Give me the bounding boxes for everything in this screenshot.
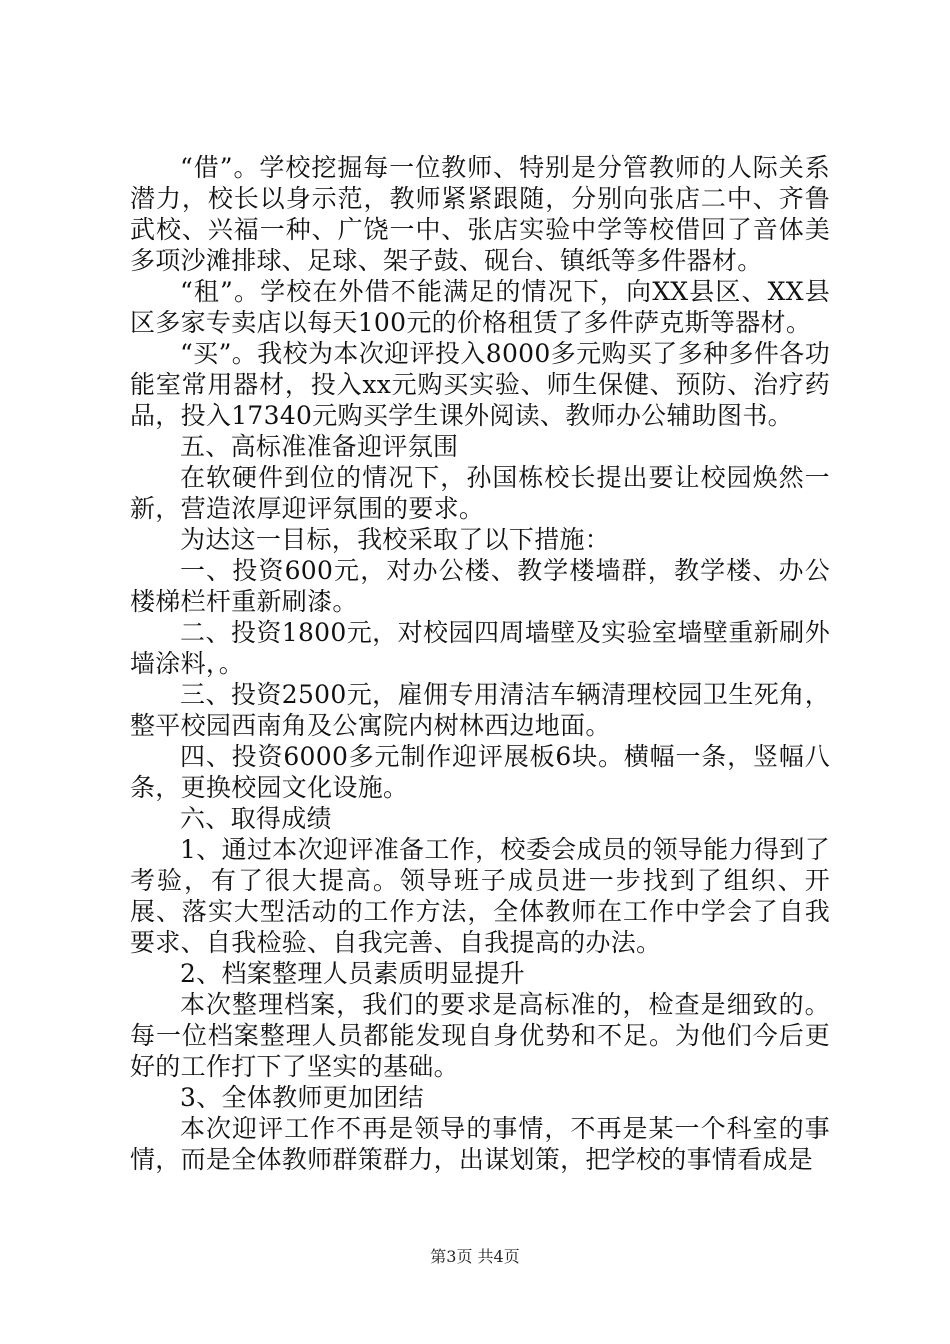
- list-item: 1、通过本次迎评准备工作，校委会成员的领导能力得到了考验，有了很大提高。领导班子成员进一步找到了组织、开展、落实大型活动的工作方法，全体教师在工作中学会了自我要求、自我检验、自我完善、自我提高的办法。: [130, 835, 830, 957]
- paragraph-rent: “租”。学校在外借不能满足的情况下，向XX县区、XX县区多家专卖店以每天100元的价格租赁了多件萨克斯等器材。: [130, 277, 830, 337]
- page-footer: 第3页 共4页: [430, 1247, 520, 1266]
- list-item: 四、投资6000多元制作迎评展板6块。横幅一条，竖幅八条，更换校园文化设施。: [130, 742, 830, 802]
- paragraph: 本次迎评工作不再是领导的事情，不再是某一个科室的事情，而是全体教师群策群力，出谋划策，把学校的事情看成是: [130, 1114, 830, 1174]
- paragraph-buy: “买”。我校为本次迎评投入8000多元购买了多种多件各功能室常用器材，投入xx元购买实验、师生保健、预防、治疗药品，投入17340元购买学生课外阅读、教师办公辅助图书。: [130, 339, 830, 430]
- section-heading-6: 六、取得成绩: [180, 804, 332, 833]
- paragraph: 为达这一目标，我校采取了以下措施：: [180, 525, 611, 554]
- list-item: 三、投资2500元，雇佣专用清洁车辆清理校园卫生死角，整平校园西南角及公寓院内树林西边地面。: [130, 680, 830, 740]
- paragraph-borrow: “借”。学校挖掘每一位教师、特别是分管教师的人际关系潜力，校长以身示范，教师紧紧跟随，分别向张店二中、齐鲁武校、兴福一种、广饶一中、张店实验中学等校借回了音体美多项沙滩排球、足球、架子鼓、砚台、镇纸等多件器材。: [130, 153, 830, 275]
- paragraph: 本次整理档案，我们的要求是高标准的，检查是细致的。每一位档案整理人员都能发现自身优势和不足。为他们今后更好的工作打下了坚实的基础。: [130, 990, 830, 1081]
- list-item: 二、投资1800元，对校园四周墙壁及实验室墙壁重新刷外墙涂料，。: [130, 618, 830, 678]
- paragraph: 在软硬件到位的情况下，孙国栋校长提出要让校园焕然一新，营造浓厚迎评氛围的要求。: [130, 463, 830, 523]
- subheading: 3、全体教师更加团结: [180, 1083, 424, 1112]
- section-heading-5: 五、高标准准备迎评氛围: [180, 432, 459, 461]
- subheading: 2、档案整理人员素质明显提升: [180, 959, 526, 988]
- document-body: [130, 152, 830, 1175]
- list-item: 一、投资600元，对办公楼、教学楼墙群，教学楼、办公楼梯栏杆重新刷漆。: [130, 556, 830, 616]
